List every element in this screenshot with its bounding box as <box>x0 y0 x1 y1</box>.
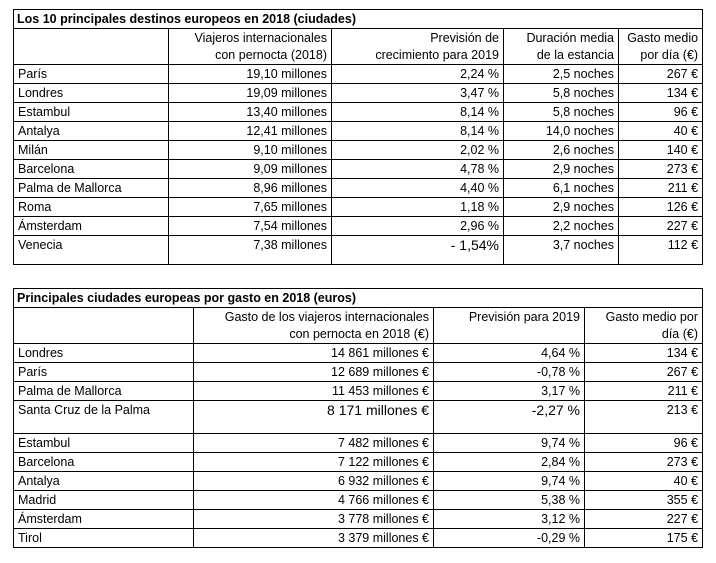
cell-city: Palma de Mallorca <box>14 179 169 198</box>
column-header-avg-daily-spend: Gasto medio por día (€) <box>585 308 703 344</box>
cell-growth-forecast: 8,14 % <box>332 103 504 122</box>
table-row <box>14 382 703 401</box>
cell-city: Barcelona <box>14 453 194 472</box>
cell-avg-daily-spend: 175 € <box>585 529 703 548</box>
cell-avg-daily-spend: 134 € <box>585 344 703 363</box>
table-title: Principales ciudades europeas por gasto en 2018 (euros) <box>14 289 703 308</box>
table-row <box>14 160 703 179</box>
cell-travelers: 13,40 millones <box>169 103 332 122</box>
cell-avg-daily-spend: 112 € <box>619 236 703 255</box>
empty-cell <box>434 421 585 434</box>
table-row <box>14 491 703 510</box>
table-row <box>14 198 703 217</box>
cell-travelers: 9,09 millones <box>169 160 332 179</box>
cell-city: Palma de Mallorca <box>14 382 194 401</box>
cell-growth-forecast: 8,14 % <box>332 122 504 141</box>
cell-avg-daily-spend: 40 € <box>585 472 703 491</box>
cell-city: Londres <box>14 84 169 103</box>
table-row <box>14 510 703 529</box>
cell-total-spend: 3 379 millones € <box>194 529 434 548</box>
cell-city: Venecia <box>14 236 169 255</box>
cell-forecast: -0,78 % <box>434 363 585 382</box>
cell-city: Tirol <box>14 529 194 548</box>
cell-growth-forecast: 1,18 % <box>332 198 504 217</box>
table-row <box>14 344 703 363</box>
table-row <box>14 363 703 382</box>
cell-avg-daily-spend: 96 € <box>585 434 703 453</box>
table-row <box>14 453 703 472</box>
cell-forecast: 9,74 % <box>434 434 585 453</box>
cell-growth-forecast: 4,40 % <box>332 179 504 198</box>
cell-avg-daily-spend: 211 € <box>585 382 703 401</box>
cell-forecast: 4,64 % <box>434 344 585 363</box>
cell-city: Antalya <box>14 122 169 141</box>
cell-avg-daily-spend: 227 € <box>585 510 703 529</box>
cell-avg-daily-spend: 96 € <box>619 103 703 122</box>
column-header-city <box>14 308 194 344</box>
cell-travelers: 12,41 millones <box>169 122 332 141</box>
cell-forecast: 9,74 % <box>434 472 585 491</box>
cell-forecast: 5,38 % <box>434 491 585 510</box>
table-row <box>14 141 703 160</box>
cell-total-spend: 4 766 millones € <box>194 491 434 510</box>
cell-city: Ámsterdam <box>14 510 194 529</box>
column-header-travelers: Viajeros internacionales con pernocta (2018) <box>169 29 332 65</box>
cell-avg-stay: 3,7 noches <box>504 236 619 255</box>
cell-travelers: 9,10 millones <box>169 141 332 160</box>
table-row <box>14 65 703 84</box>
empty-cell <box>332 254 504 265</box>
cell-city: Antalya <box>14 472 194 491</box>
cell-travelers: 8,96 millones <box>169 179 332 198</box>
cell-avg-stay: 14,0 noches <box>504 122 619 141</box>
cell-avg-daily-spend: 126 € <box>619 198 703 217</box>
cell-city: París <box>14 65 169 84</box>
cell-city: París <box>14 363 194 382</box>
table-row <box>14 472 703 491</box>
cell-avg-daily-spend: 267 € <box>619 65 703 84</box>
cell-avg-daily-spend: 213 € <box>585 401 703 422</box>
cell-total-spend: 8 171 millones € <box>194 401 434 422</box>
table-row <box>14 217 703 236</box>
cell-total-spend: 7 122 millones € <box>194 453 434 472</box>
cell-avg-daily-spend: 227 € <box>619 217 703 236</box>
empty-cell <box>585 421 703 434</box>
cell-city: Roma <box>14 198 169 217</box>
cell-total-spend: 6 932 millones € <box>194 472 434 491</box>
empty-cell <box>169 254 332 265</box>
cell-city: Estambul <box>14 103 169 122</box>
cell-travelers: 19,10 millones <box>169 65 332 84</box>
column-header-total-spend: Gasto de los viajeros internacionales con pernocta en 2018 (€) <box>194 308 434 344</box>
cell-growth-forecast: - 1,54% <box>332 236 504 255</box>
cell-forecast: 2,84 % <box>434 453 585 472</box>
table-row <box>14 529 703 548</box>
cell-avg-daily-spend: 134 € <box>619 84 703 103</box>
cell-city: Londres <box>14 344 194 363</box>
cell-travelers: 7,65 millones <box>169 198 332 217</box>
cell-avg-stay: 2,9 noches <box>504 160 619 179</box>
cell-avg-daily-spend: 267 € <box>585 363 703 382</box>
cell-city: Milán <box>14 141 169 160</box>
cell-total-spend: 3 778 millones € <box>194 510 434 529</box>
cell-avg-stay: 2,2 noches <box>504 217 619 236</box>
cell-avg-stay: 2,5 noches <box>504 65 619 84</box>
column-header-city <box>14 29 169 65</box>
column-header-forecast: Previsión para 2019 <box>434 308 585 344</box>
cell-avg-stay: 2,6 noches <box>504 141 619 160</box>
cell-avg-daily-spend: 355 € <box>585 491 703 510</box>
table-title: Los 10 principales destinos europeos en 2018 (ciudades) <box>14 10 703 29</box>
column-header-avg-stay: Duración media de la estancia <box>504 29 619 65</box>
empty-cell <box>619 254 703 265</box>
cell-total-spend: 14 861 millones € <box>194 344 434 363</box>
cell-total-spend: 7 482 millones € <box>194 434 434 453</box>
column-header-growth-forecast: Previsión de crecimiento para 2019 <box>332 29 504 65</box>
cell-total-spend: 11 453 millones € <box>194 382 434 401</box>
cell-city: Santa Cruz de la Palma <box>14 401 194 422</box>
cell-avg-daily-spend: 211 € <box>619 179 703 198</box>
spacer-row <box>14 421 703 434</box>
column-header-avg-daily-spend: Gasto medio por día (€) <box>619 29 703 65</box>
cell-travelers: 7,54 millones <box>169 217 332 236</box>
empty-cell <box>14 254 169 265</box>
destinations-table <box>13 9 703 265</box>
cell-growth-forecast: 3,47 % <box>332 84 504 103</box>
cell-avg-stay: 6,1 noches <box>504 179 619 198</box>
table-row <box>14 103 703 122</box>
table-row <box>14 179 703 198</box>
cell-avg-daily-spend: 273 € <box>585 453 703 472</box>
cell-avg-daily-spend: 40 € <box>619 122 703 141</box>
cell-avg-stay: 5,8 noches <box>504 84 619 103</box>
cell-travelers: 7,38 millones <box>169 236 332 255</box>
empty-cell <box>504 254 619 265</box>
cell-forecast: -0,29 % <box>434 529 585 548</box>
cell-city: Madrid <box>14 491 194 510</box>
cell-growth-forecast: 2,24 % <box>332 65 504 84</box>
table-row <box>14 236 703 255</box>
table-row <box>14 434 703 453</box>
spacer-row <box>14 254 703 265</box>
cell-forecast: -2,27 % <box>434 401 585 422</box>
cell-avg-stay: 5,8 noches <box>504 103 619 122</box>
empty-cell <box>14 421 194 434</box>
cell-growth-forecast: 4,78 % <box>332 160 504 179</box>
cell-growth-forecast: 2,02 % <box>332 141 504 160</box>
cell-city: Estambul <box>14 434 194 453</box>
cell-city: Barcelona <box>14 160 169 179</box>
cell-travelers: 19,09 millones <box>169 84 332 103</box>
cell-avg-stay: 2,9 noches <box>504 198 619 217</box>
cell-forecast: 3,17 % <box>434 382 585 401</box>
cell-forecast: 3,12 % <box>434 510 585 529</box>
table-row <box>14 122 703 141</box>
spending-table <box>13 288 703 548</box>
table-row <box>14 84 703 103</box>
cell-growth-forecast: 2,96 % <box>332 217 504 236</box>
cell-avg-daily-spend: 140 € <box>619 141 703 160</box>
cell-city: Ámsterdam <box>14 217 169 236</box>
table-row <box>14 401 703 422</box>
cell-avg-daily-spend: 273 € <box>619 160 703 179</box>
empty-cell <box>194 421 434 434</box>
cell-total-spend: 12 689 millones € <box>194 363 434 382</box>
